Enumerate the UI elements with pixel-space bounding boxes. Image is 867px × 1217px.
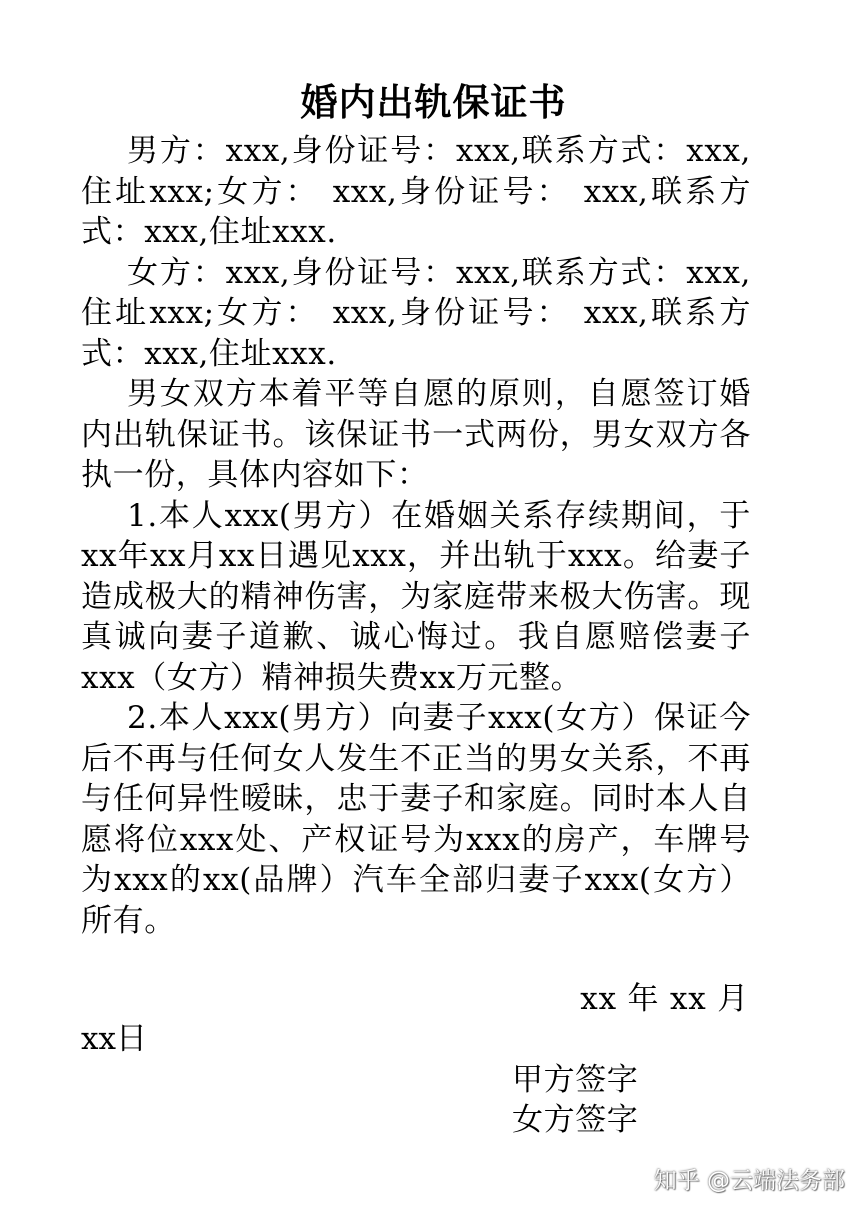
- date-day: xx日: [81, 1021, 147, 1057]
- date-year-month: xx 年 xx 月: [580, 981, 749, 1017]
- paragraph-female-party: 女方：xxx,身份证号：xxx,联系方式：xxx,住址xxx;女方： xxx,身份证号： xxx,联系方式：xxx,住址xxx.: [81, 254, 751, 372]
- signature-party-b: 女方签字: [512, 1102, 639, 1138]
- document-body: [81, 131, 751, 941]
- signature-party-a: 甲方签字: [512, 1062, 639, 1098]
- paragraph-intro: 男女双方本着平等自愿的原则，自愿签订婚内出轨保证书。该保证书一式两份，男女双方各执一份，具体内容如下：: [81, 376, 751, 493]
- watermark-text: 知乎 @云端法务部: [653, 1168, 845, 1194]
- paragraph-clause-2: 2.本人xxx(男方）向妻子xxx(女方）保证今后不再与任何女人发生不正当的男女关系，不再与任何异性暧昧，忠于妻子和家庭。同时本人自愿将位xxx处、产权证号为xxx的房产，车牌号为xxx的xx(品牌）汽车全部归妻子xxx(女方）所有。: [81, 700, 751, 939]
- paragraph-male-party: 男方：xxx,身份证号：xxx,联系方式：xxx,住址xxx;女方： xxx,身份证号： xxx,联系方式：xxx,住址xxx.: [81, 133, 751, 250]
- document-title: 婚内出轨保证书: [300, 81, 567, 124]
- paragraph-clause-1: 1.本人xxx(男方）在婚姻关系存续期间，于xx年xx月xx日遇见xxx，并出轨于xxx。给妻子造成极大的精神伤害，为家庭带来极大伤害。现真诚向妻子道歉、诚心悔过。我自愿赔偿妻子xxx（女方）精神损失费xx万元整。: [81, 497, 751, 696]
